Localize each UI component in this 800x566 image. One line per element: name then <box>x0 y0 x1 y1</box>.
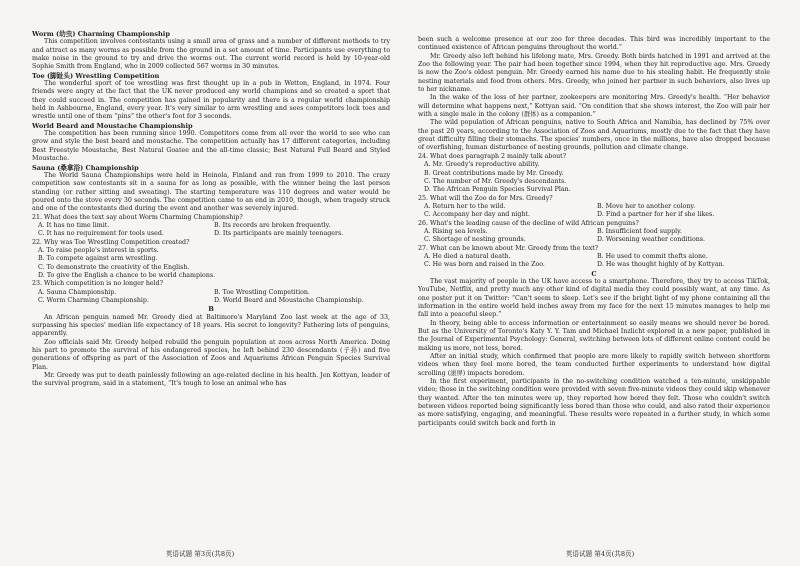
answer-option: B. To compete against arm wrestling. <box>38 255 158 263</box>
paragraph: The vast majority of people in the UK have access to a smartphone. Therefore, they try to access TikTok, YouTube, Netflix, and pretty much any other kind of digital media they could possibly want, at any time. As one poster put it on Twitter: “Can't seem to sleep. Let's see if the bright light of my phone containing all the information in the entire world held inches away from my face for the next 15 minutes manages to help me fall into a peaceful sleep.” <box>418 277 770 319</box>
answer-option: C. It has no requirement for tools used. <box>38 230 164 238</box>
question: 24. What does paragraph 2 mainly talk about? <box>418 152 567 160</box>
answer-options-row <box>418 228 770 236</box>
answer-options-row <box>418 253 770 261</box>
passage-letter: C <box>591 269 597 278</box>
answer-options-row <box>32 289 390 297</box>
page-footer-right: 英语试题 第4页(共8页) <box>565 550 635 558</box>
answer-option: D. Find a partner for her if she likes. <box>597 211 715 219</box>
answer-options-row <box>32 297 390 305</box>
answer-option: B. Insufficient food supply. <box>597 227 682 235</box>
paragraph: This competition involves contestants using a small area of grass and a number of different methods to try and attract as many worms as possible from the ground in a set amount of time. Participants use everything to make noise in the ground to try and drive the worms out. The current world record is held by 10-year-old Sophie Smith from England, who in 2009 collected 567 worms in 30 minutes. <box>32 38 390 71</box>
answer-option: D. To give the English a chance to be world champions. <box>38 271 216 279</box>
paragraph: The World Sauna Championships were held in Heinola, Finland and ran from 1999 to 2010. The crazy competition saw contestants sit in a sauna for as long as possible, with the winner being the last person standing (or rather sitting and sweating). The starting temperature was 110 degrees and water would be poured onto the stove every 30 seconds. The competition came to an end in 2010, though, when tragedy struck and one of the contestants died during the event and another was severely injured. <box>32 171 390 213</box>
answer-option: A. Mr. Greedy's reproductive ability. <box>424 161 540 169</box>
answer-option: D. World Beard and Moustache Championship. <box>214 297 364 304</box>
answer-options-row <box>32 230 390 238</box>
answer-option: D. The African Penguin Species Survival Plan. <box>424 186 571 194</box>
answer-option: D. He was thought highly of by Kottyan. <box>597 261 725 269</box>
paragraph: In theory, being able to access information or entertainment so easily means we should never be bored. But as the University of Toronto's Katy Y. Y. Tam and Michael Inzlicht explored in a new paper, published in the Journal of Experimental Psychology: General, switching between lots of different online content could be making us more, not less, bored. <box>418 319 770 352</box>
paragraph: In the first experiment, participants in the no-switching condition watched a ten-minute, unskippable video; those in the switching condition were provided with seven five-minute videos they could skip whenever they wanted. After the ten minutes were up, they reported how bored they felt. Those who couldn't switch between videos reported being significantly less bored than those who could, and also rated their experience as more satisfying, engaging, and meaningful. These results were repeated in a further study, in which some participants could switch back and forth in <box>418 378 770 427</box>
answer-option: C. The number of Mr. Greedy's descendants. <box>424 177 567 185</box>
paragraph: Mr. Greedy also left behind his lifelong mate, Mrs. Greedy. Both birds hatched in 1991 and arrived at the Zoo the following year. The pair had been together since 1994, when they hit reproductive age. Mrs. Greedy is now the Zoo's oldest penguin. Mr. Greedy earned his name due to his stealing habit. He frequently stole nesting materials and food from others. Mrs. Greedy, who joined her partner in such behaviors, also lives up to her nickname. <box>418 52 770 94</box>
section-heading: World Beard and Moustache Championship <box>32 121 193 130</box>
paragraph: After an initial study, which confirmed that people are more likely to rapidly switch between shortform videos when they feel more bored, the team conducted further experiments to understand how digital scrolling (滚屏) impacts boredom. <box>418 353 770 377</box>
answer-options-row <box>418 261 770 269</box>
right-page <box>400 0 800 566</box>
answer-option: C. Accompany her day and night. <box>424 211 531 219</box>
page-footer-left: 英语试题 第3页(共8页) <box>165 550 235 558</box>
paragraph: The competition has been running since 1990. Competitors come from all over the world to see who can grow and style the best beard and moustache. The competition actually has 17 different categories, including Best Freestyle Moustache, Best Natural Goatee and the all-time classic; Best Natural Full Beard and Styled Moustache. <box>32 130 390 163</box>
left-column <box>32 30 390 389</box>
answer-options-row <box>418 211 770 219</box>
section-heading: Toe (脚趾头) Wrestling Competition <box>32 71 160 80</box>
answer-option: B. Move her to another colony. <box>597 202 696 210</box>
answer-option: A. He died a natural death. <box>424 252 511 260</box>
answer-option: C. Shortage of nesting grounds. <box>424 236 526 244</box>
answer-option: A. Rising sea levels. <box>424 227 488 235</box>
question: 21. What does the text say about Worm Charming Championship? <box>32 213 243 221</box>
paragraph: Zoo officials said Mr. Greedy helped rebuild the penguin population at zoos across North America. Doing his part to promote the survival of his endangered species, he left behind 230 descendants (子孙) and five generations of offspring as part of the Association of Zoos and Aquariums African Penguin Species Survival Plan. <box>32 338 390 371</box>
answer-option: C. He was born and raised in the Zoo. <box>424 261 545 269</box>
paragraph: The wonderful sport of toe wrestling was first thought up in a pub in Wetton, England, in 1974. Four friends were angry at the fact that the UK never produced any world champions and so created a sport that they could succeed in. The competition has gained in popularity and there is a regular world championship held in Ashbourne, England, every year. It's very similar to arm wrestling and sees competitors lock toes and wrestle until one of them “pins” the other's foot for 3 seconds. <box>32 80 390 121</box>
question: 22. Why was Toe Wrestling Competition created? <box>32 238 190 246</box>
answer-option: C. To demonstrate the creativity of the English. <box>38 263 190 271</box>
paragraph: Mr. Greedy was put to death painlessly following an age-related decline in his health. Jen Kottyan, leader of the survival program, said in a statement, “It's tough to lose an animal who has <box>32 372 390 388</box>
answer-option: B. He used to commit thefts alone. <box>597 252 708 260</box>
answer-option: A. It has no time limit. <box>38 221 110 229</box>
answer-option: C. Worm Charming Championship. <box>38 297 149 304</box>
paragraph: been such a welcome presence at our zoo for three decades. This bird was incredibly important to the continued existence of African penguins throughout the world.” <box>418 36 770 52</box>
answer-option: B. Toe Wrestling Competition. <box>214 288 310 296</box>
passage-letter: B <box>208 305 214 314</box>
paragraph: The wild population of African penguins, native to South Africa and Namibia, has declined by 75% over the past 20 years, according to the Association of Zoos and Aquariums, mostly due to the fact that they have great difficulty filling their stomachs. The species' numbers, once in the millions, have also dropped because of overfishing, human disturbance of nesting grounds, pollution and climate change. <box>418 119 770 152</box>
answer-options-row <box>418 236 770 244</box>
answer-option: A. Sauna Championship. <box>38 288 117 296</box>
answer-option: B. Its records are broken frequently. <box>214 221 331 229</box>
answer-options-row <box>418 203 770 211</box>
answer-option: D. Worsening weather conditions. <box>597 236 706 244</box>
question: 26. What's the leading cause of the decline of wild African penguins? <box>418 219 639 227</box>
paragraph: An African penguin named Mr. Greedy died at Baltimore's Maryland Zoo last week at the age of 33, surpassing his species' median life expectancy of 18 years. His secret to longevity? Fathering lots of penguins, apparently. <box>32 313 390 338</box>
answer-option: A. Return her to the wild. <box>424 202 506 210</box>
paragraph: In the wake of the loss of her partner, zookeepers are monitoring Mrs. Greedy's health. “Her behavior will determine what happens next,” Kottyan said. “On condition that she shows interest, the Zoo will pair her with a single male in the colony (群体) as a companion.” <box>418 94 770 119</box>
question: 25. What will the Zoo do for Mrs. Greedy? <box>418 194 553 202</box>
right-column <box>418 36 770 428</box>
question: 27. What can be known about Mr. Greedy from the text? <box>418 244 599 252</box>
section-heading: Sauna (桑拿浴) Championship <box>32 163 139 172</box>
question: 23. Which competition is no longer held? <box>32 280 164 288</box>
answer-option: A. To raise people's interest in sports. <box>38 246 159 254</box>
answer-options-row <box>32 222 390 230</box>
answer-option: D. Its participants are mainly teenagers. <box>214 230 344 238</box>
answer-option: B. Great contributions made by Mr. Greedy. <box>424 169 564 177</box>
section-heading: Worm (幼虫) Charming Championship <box>32 30 170 38</box>
